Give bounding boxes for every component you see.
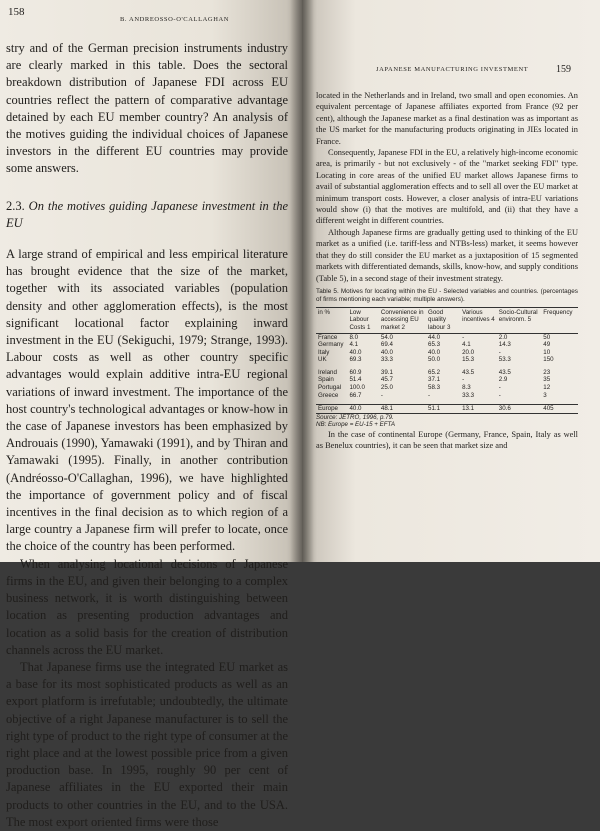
table-cell: 48.1 [379, 405, 426, 414]
table-cell: 10 [543, 348, 551, 356]
paragraph: When analysing locational decisions of Japanese firms in the EU, and given their belonging to a complex business network, it is worth distinguishing between location as presenting production advantages and location as a solid basis for the creation of distribution channels across the EU market. [6, 556, 288, 657]
paragraph: A large strand of empirical and less empirical literature has brought evidence that the size of the market, together with its associated variables (population density and other agglomeration effects), is the most significant locational factor explaining inward investment in the EU (Sekiguchi, 1979; Strange, 1993). Labour costs as well as other country specific advantages would explain additive intra-EU regional variations of inward investment. The importance of the host country's technological advantages or know-how in the case of Japanese investors has been emphasized by Androuais (1990), Yamawaki (1991), and by Thiran and Yamawaki (1995). Finally, in another contribution (Andréosso-O'Callaghan, 1996), we have highlighted the importance of government policy and of fiscal incentives in the final decision as to which region of a large country a Japanese firm will prefer to locate, once the choice of the country has been performed. [6, 247, 288, 554]
table-cell: 60.9 [349, 368, 362, 376]
table-cell: 43.5 [462, 368, 475, 376]
table-cell: 4.1 [349, 341, 359, 349]
paragraph: stry and of the German precision instruments industry are clearly marked in this table. Does the sectoral breakdown distribution of Japanese FDI across EU countries reflect the pattern of comparative advantage detained by each EU member country? An analysis of the motives guiding the individual choices of Japanese investors in the different EU countries may provide some answers. [6, 41, 288, 176]
table-row [316, 333, 578, 341]
table-header-cell: Good quality labour 3 [426, 307, 460, 333]
table-cell: 45.7 [380, 376, 393, 384]
table-cell: - [498, 391, 501, 399]
table-header-row [316, 307, 578, 333]
table-cell: 58.3 [428, 384, 441, 392]
table-row [316, 356, 578, 364]
table-row [316, 349, 578, 357]
table-cell: - [462, 376, 465, 384]
table-cell: 8.3 [462, 384, 471, 392]
table-cell: 40.0 [428, 348, 441, 356]
table-cell: 40.0 [349, 348, 362, 356]
table-row [316, 341, 578, 349]
paragraph: That Japanese firms use the integrated EU market as a base for its most sophisticated products as well as an export platform is irrefutable; undoubtedly, the ultimate objective of a right Japanese manufacturer is to sell the right type of product to the right type of consumer at the right place and at the lowest possible price from a given production base. In 1995, roughly 90 per cent of Japanese affiliates in the EU exported their main products to other countries in the EU, and to the USA. The most export oriented firms were those [6, 659, 288, 829]
table-cell: 2.0 [498, 333, 508, 341]
table-cell: 66.7 [349, 391, 362, 399]
table-cell: 43.5 [498, 368, 511, 376]
table-cell: 44.0 [428, 333, 441, 341]
table-cell: 37.1 [428, 376, 441, 384]
table-header-cell: Low Labour Costs 1 [347, 307, 378, 333]
table-cell: 49 [543, 341, 551, 349]
table-cell: 8.0 [349, 333, 359, 341]
page-number: 159 [556, 64, 571, 75]
table-cell: - [380, 391, 383, 399]
table-cell: 51.1 [426, 405, 460, 414]
table-cell: UK [318, 356, 327, 364]
table-cell: Greece [318, 391, 339, 399]
table-cell: 30.6 [497, 405, 542, 414]
table-cell: 4.1 [462, 341, 471, 349]
left-page-text [6, 40, 288, 831]
page-number: 158 [8, 6, 25, 18]
table-cell: Ireland [318, 368, 337, 376]
table-cell: 40.0 [380, 348, 393, 356]
table-cell: 14.3 [498, 341, 511, 349]
table-cell: 13.1 [460, 405, 497, 414]
table-cell: - [462, 333, 465, 341]
table-cell: Spain [318, 376, 334, 384]
table-row [316, 384, 578, 392]
table-cell: - [498, 348, 501, 356]
table-cell: 39.1 [380, 368, 393, 376]
paragraph: located in the Netherlands and in Ireland, two small and open economies. An equivalent percentage of Japanese affiliates exported from France (92 per cent), although the Japanese market as a final destination was as important as the US market for the manufacturing products originating in JIEs located in France. [316, 91, 578, 146]
table-source: Source: JETRO, 1996, p.79. [316, 413, 394, 421]
section-title: On the motives guiding Japanese investment in the EU [6, 198, 288, 230]
table-cell: 20.0 [462, 348, 475, 356]
table-header-cell: Various incentives 4 [460, 307, 497, 333]
paragraph: Consequently, Japanese FDI in the EU, a relatively high-income economic area, is primarily - but not exclusively - of the "market seeking FDI" type. Locating in core areas of the unified EU market allows Japanese firms to avail of substantial agglomeration effects and to sell all over the EU market at minimum transport costs. However, a closer analysis of intra-EU variations would show (i) that the motives are multifold, and (ii) that they have a different weight in different countries. [316, 148, 578, 226]
right-page [302, 0, 600, 562]
table-cell: 33.3 [462, 391, 475, 399]
table-row [316, 392, 578, 400]
motives-table [316, 307, 578, 414]
table-cell: France [318, 333, 338, 341]
table-cell: 100.0 [349, 384, 365, 392]
table-row [316, 369, 578, 377]
table-header-cell: Frequency [541, 307, 578, 333]
table-cell: Germany [318, 341, 344, 349]
table-cell: 69.4 [380, 341, 393, 349]
table-cell: 2.9 [498, 376, 508, 384]
table-cell: 65.3 [428, 341, 441, 349]
table-cell: 50 [543, 333, 551, 341]
table-cell: 40.0 [347, 405, 378, 414]
table-cell: 150 [543, 356, 554, 364]
table-cell: 3 [543, 391, 547, 399]
table-caption: Table 5. Motives for locating within the EU - Selected variables and countries. (percentages of firms mentioning each variable; multiple answers). [316, 287, 578, 304]
table-header-cell: in % [316, 307, 347, 333]
right-page-text [316, 90, 578, 452]
table-cell: 405 [541, 405, 578, 414]
table-cell: 53.3 [498, 356, 511, 364]
table-cell: 33.3 [380, 356, 393, 364]
table-cell: 35 [543, 376, 551, 384]
table-cell: 25.0 [380, 384, 393, 392]
table-row [316, 376, 578, 384]
table-cell: 50.0 [428, 356, 441, 364]
table-header-cell: Convenience in accessing EU market 2 [379, 307, 426, 333]
table-cell: - [498, 384, 501, 392]
table-cell: 15.3 [462, 356, 475, 364]
table-cell: Italy [318, 348, 330, 356]
paragraph: Although Japanese firms are gradually getting used to thinking of the EU market as a unified (i.e. tariff-less and NTBs-less) market, it seems however that they do still consider the EU market as a juxtaposition of 15 segmented markets with differentiated demands, skills, know-how, and supply conditions (Table 5), in a second stage of their investment strategy. [316, 227, 578, 283]
table-total-row [316, 405, 578, 414]
section-number: 2.3. [6, 198, 25, 213]
table-cell: 69.3 [349, 356, 362, 364]
running-head: JAPANESE MANUFACTURING INVESTMENT [376, 66, 529, 73]
table-header-cell: Socio-Cultural environm. 5 [497, 307, 542, 333]
table-cell: Europe [316, 405, 347, 414]
table-note: NB: Europe = EU-15 + EFTA [316, 421, 395, 429]
table-cell: - [428, 391, 431, 399]
table-cell: 54.0 [380, 333, 393, 341]
table-cell: 65.2 [428, 368, 441, 376]
section-heading [6, 198, 288, 232]
table-cell: 51.4 [349, 376, 362, 384]
paragraph: In the case of continental Europe (Germany, France, Spain, Italy as well as Benelux countries), it can be seen that market size and [316, 430, 578, 451]
table-cell: Portugal [318, 384, 342, 392]
table-cell: 23 [543, 368, 551, 376]
running-head: B. ANDREOSSO-O'CALLAGHAN [120, 16, 230, 23]
table-cell: 12 [543, 384, 551, 392]
